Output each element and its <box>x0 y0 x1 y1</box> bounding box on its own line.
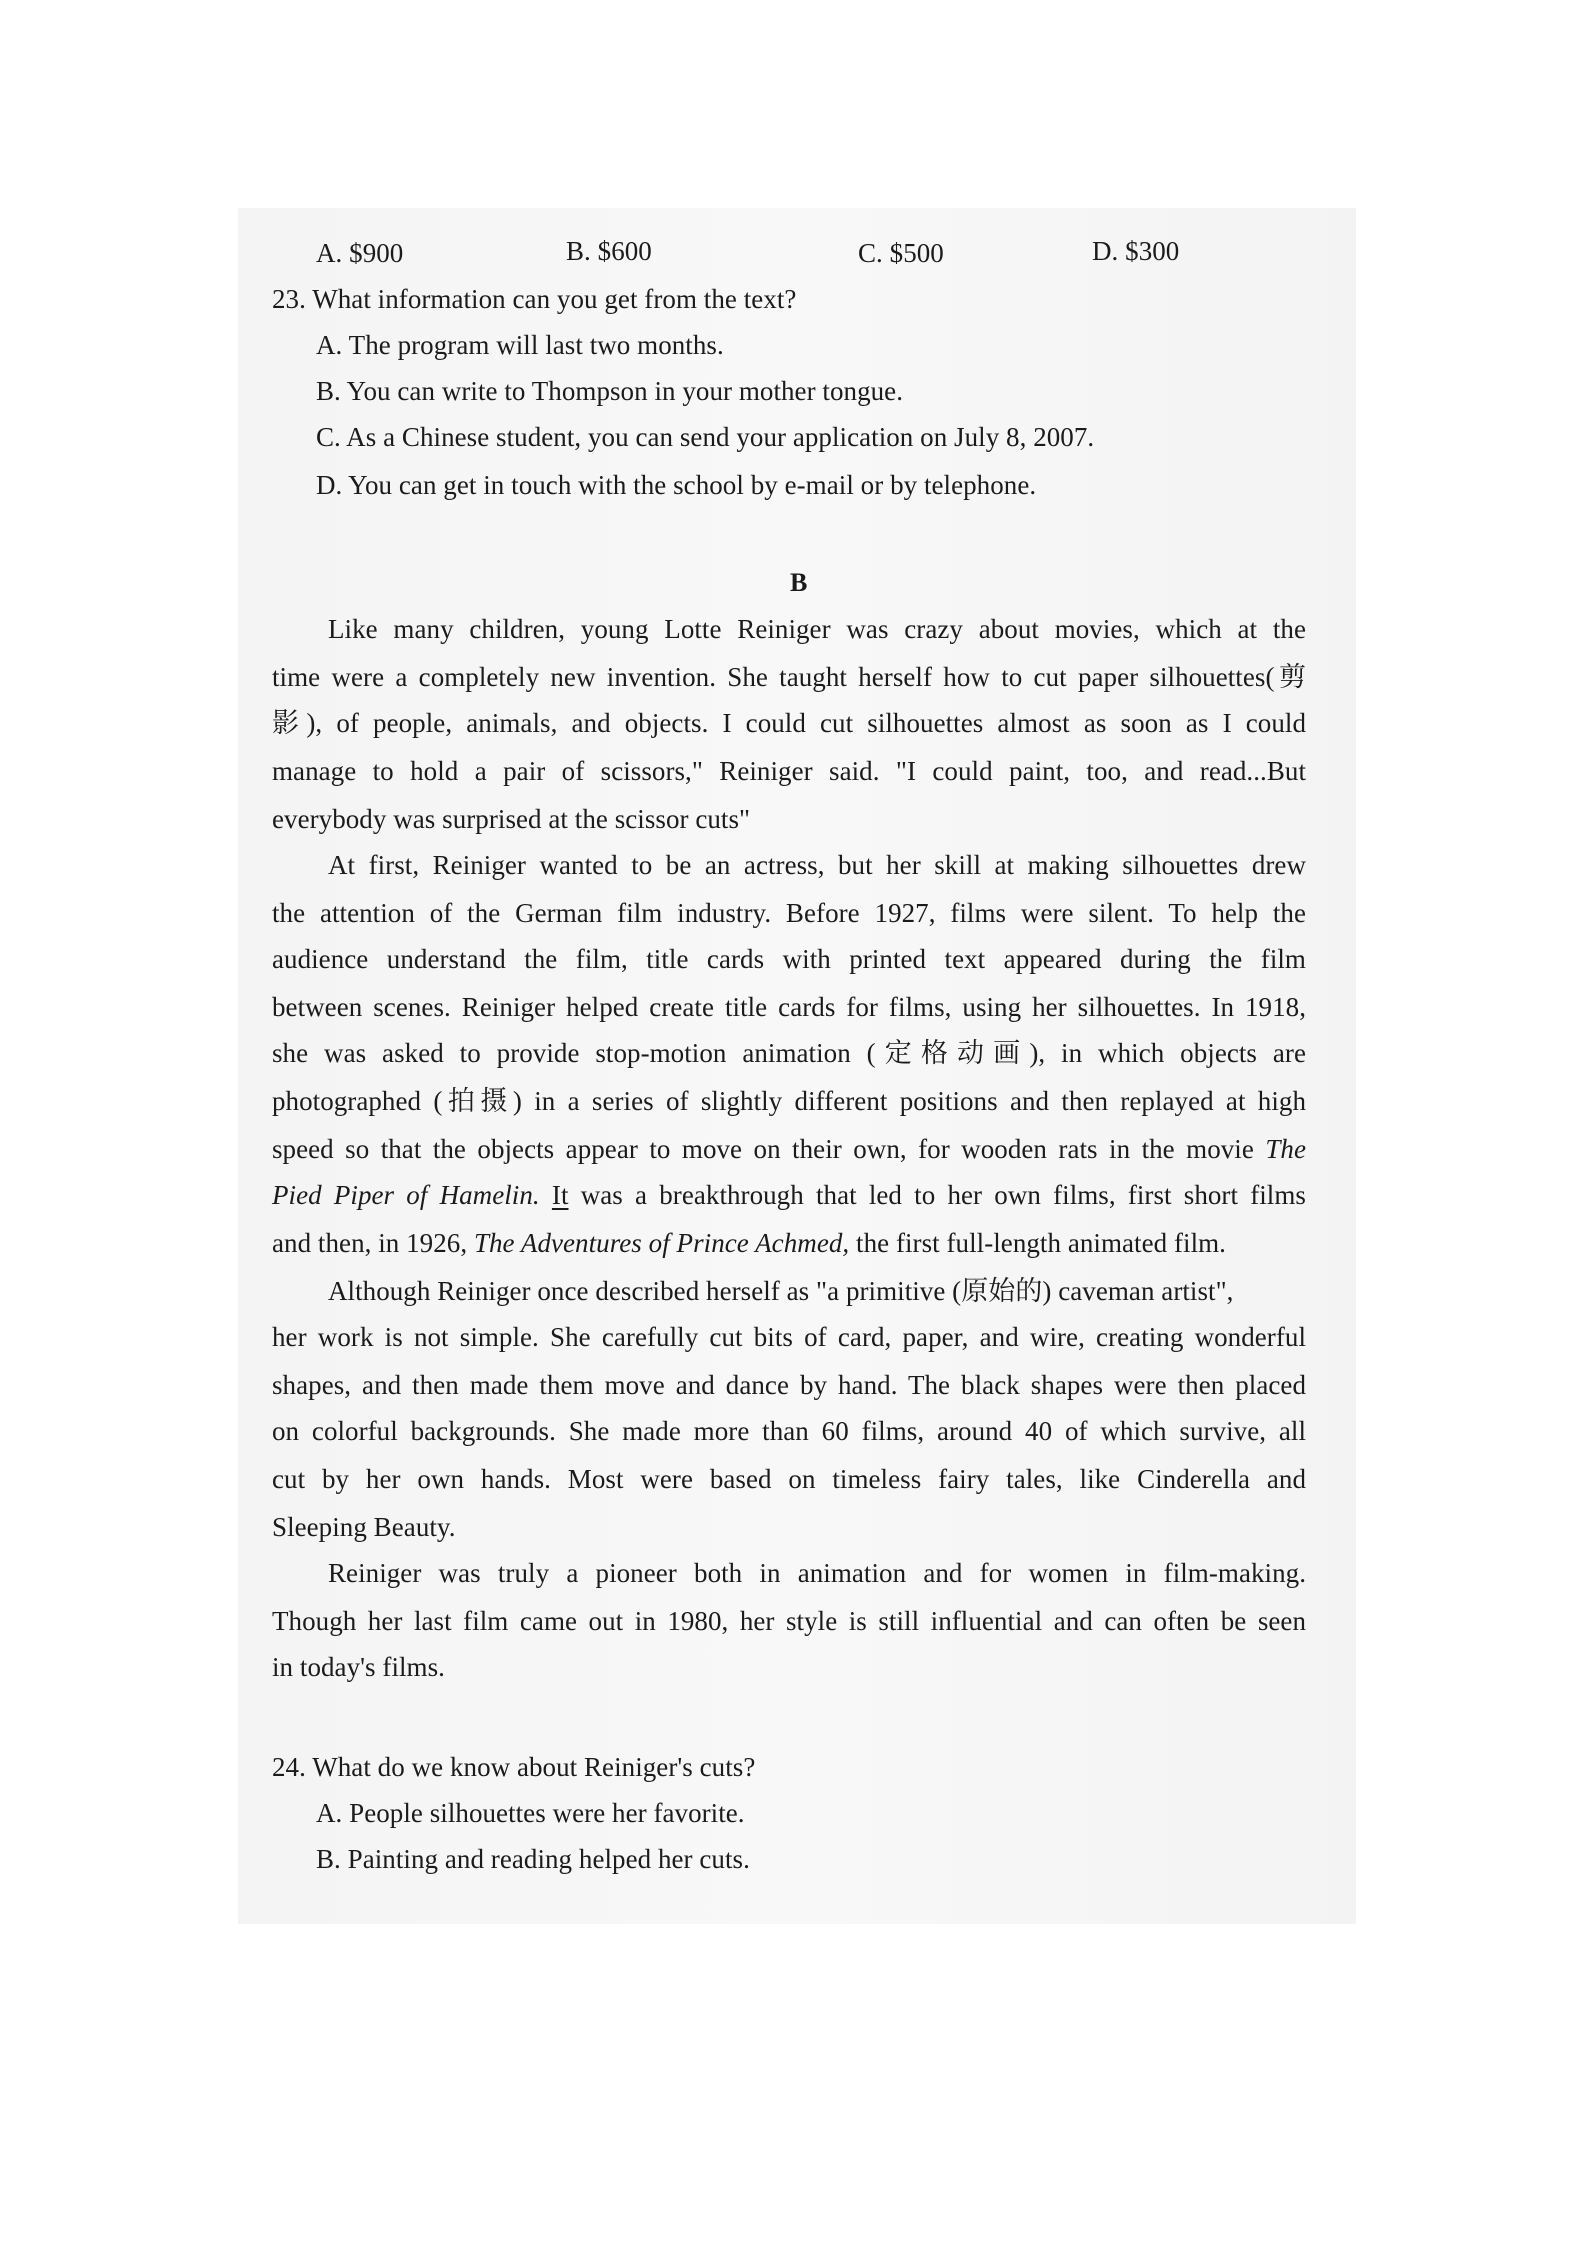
passage-line: cut by her own hands. Most were based on timeless fairy tales, like Cinderella and <box>272 1464 1306 1494</box>
passage-line: photographed (拍摄) in a series of slightly different positions and then replayed at high <box>272 1086 1306 1116</box>
q23-option-d: D. You can get in touch with the school by e-mail or by telephone. <box>316 470 1037 500</box>
q23-option-c: C. As a Chinese student, you can send your application on July 8, 2007. <box>316 422 1095 452</box>
passage-line <box>272 1178 1306 1212</box>
passage-text: and then, in 1926, <box>272 1228 468 1258</box>
passage-line: between scenes. Reiniger helped create title cards for films, using her silhouettes. In 1918, <box>272 992 1306 1022</box>
passage-line: 影), of people, animals, and objects. I could cut silhouettes almost as soon as I could <box>272 708 1306 738</box>
q24-option-a: A. People silhouettes were her favorite. <box>316 1798 745 1828</box>
passage-line: on colorful backgrounds. She made more than 60 films, around 40 of which survive, all <box>272 1416 1306 1446</box>
q24-option-b: B. Painting and reading helped her cuts. <box>316 1844 750 1874</box>
movie-title: The <box>1265 1134 1306 1164</box>
passage-text: was a breakthrough that led to her own films, first short films <box>580 1180 1306 1210</box>
passage-line <box>272 1132 1306 1166</box>
passage-line: At first, Reiniger wanted to be an actress, but her skill at making silhouettes drew <box>328 850 1306 880</box>
passage-line: time were a completely new invention. She taught herself how to cut paper silhouettes(剪 <box>272 662 1306 692</box>
passage-heading: B <box>790 568 808 597</box>
passage-line: audience understand the film, title cards with printed text appeared during the film <box>272 944 1306 974</box>
passage-line: she was asked to provide stop-motion animation (定格动画), in which objects are <box>272 1038 1306 1068</box>
passage-line: her work is not simple. She carefully cut bits of card, paper, and wire, creating wonderful <box>272 1322 1306 1352</box>
q23-option-a: A. The program will last two months. <box>316 330 724 360</box>
q22-option-a: A. $900 <box>316 238 404 268</box>
passage-line: manage to hold a pair of scissors," Reiniger said. "I could paint, too, and read...But <box>272 756 1306 786</box>
passage-text: speed so that the objects appear to move on their own, for wooden rats in the movie <box>272 1134 1254 1164</box>
q22-option-d: D. $300 <box>1092 236 1180 266</box>
q24-stem: 24. What do we know about Reiniger's cuts? <box>272 1752 756 1782</box>
passage-line: in today's films. <box>272 1652 445 1682</box>
passage-line: Like many children, young Lotte Reiniger was crazy about movies, which at the <box>328 614 1306 644</box>
passage-line <box>272 1226 1226 1260</box>
q22-option-b: B. $600 <box>566 236 652 266</box>
q22-option-c: C. $500 <box>858 238 944 268</box>
movie-title: The Adventures of Prince Achmed, <box>473 1228 850 1258</box>
passage-line: everybody was surprised at the scissor cuts" <box>272 804 751 834</box>
passage-line: Though her last film came out in 1980, her style is still influential and can often be seen <box>272 1606 1306 1636</box>
q23-option-b: B. You can write to Thompson in your mother tongue. <box>316 376 904 406</box>
passage-line: the attention of the German film industry. Before 1927, films were silent. To help the <box>272 898 1306 928</box>
passage-line: Reiniger was truly a pioneer both in animation and for women in film-making. <box>328 1558 1306 1588</box>
movie-title: Pied Piper of Hamelin. <box>272 1180 540 1210</box>
q23-stem: 23. What information can you get from the text? <box>272 284 797 314</box>
passage-line: shapes, and then made them move and dance by hand. The black shapes were then placed <box>272 1370 1306 1400</box>
underlined-word: It <box>551 1180 569 1210</box>
passage-line: Although Reiniger once described herself as "a primitive (原始的) caveman artist", <box>328 1276 1234 1306</box>
passage-text: the first full-length animated film. <box>856 1228 1226 1258</box>
passage-line: Sleeping Beauty. <box>272 1512 456 1542</box>
